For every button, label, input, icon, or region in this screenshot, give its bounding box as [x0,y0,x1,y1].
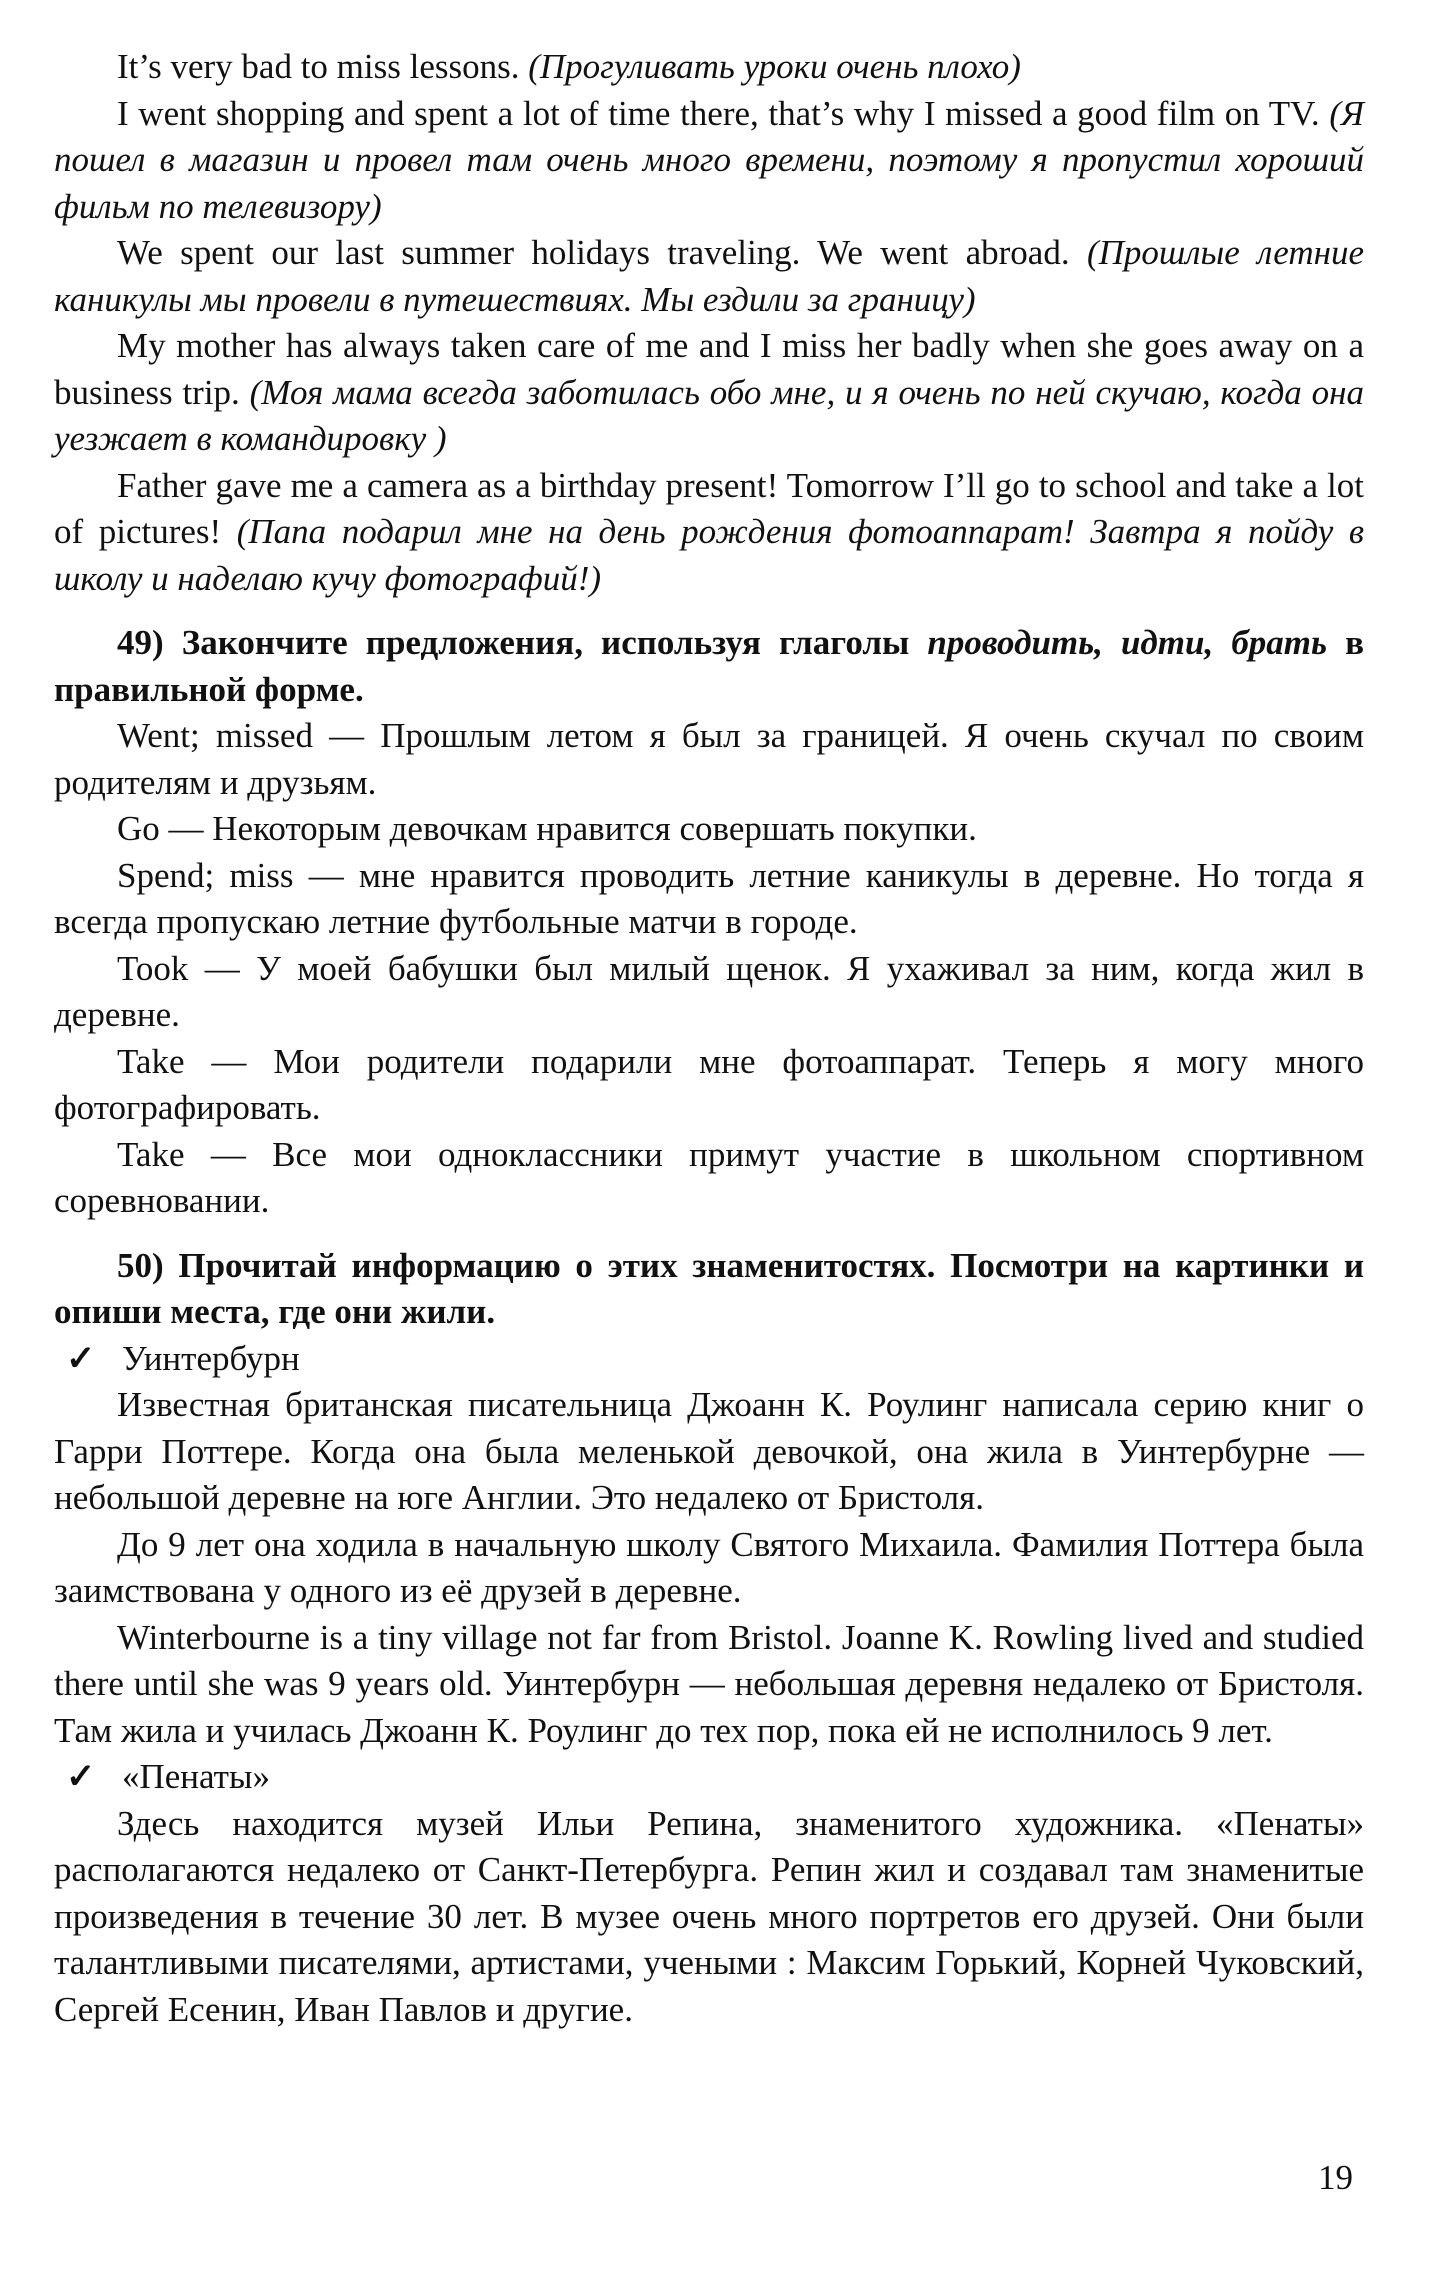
english-text: It’s very bad to miss lessons. [117,47,520,86]
paragraph-miss-lessons [54,44,1364,91]
heading-end: в правильной форме. [54,623,1364,709]
paragraph-camera [54,463,1364,603]
russian-translation: (Папа подарил мне на день рождения фотоаппарат! Завтра я пойду в школу и наделаю кучу фотографий!) [54,512,1365,598]
exercise-49-answer-5: Take — Мои родители подарили мне фотоаппарат. Теперь я могу много фотографировать. [54,1041,1364,1127]
russian-translation: (Моя мама всегда заботилась обо мне, и я очень по ней скучаю, когда она уезжает в командировку ) [54,372,1364,458]
russian-translation: (Я пошел в магазин и провел там очень много времени, поэтому я пропустил хороший фильм по телевизору) [54,93,1365,226]
exercise-50-heading: 50) Прочитай информацию о этих знаменитостях. Посмотри на картинки и опиши места, где они жили. [54,1245,1364,1331]
place-1-paragraph-2: До 9 лет она ходила в начальную школу Святого Михаила. Фамилия Поттера была заимствована у одного из её друзей в деревне. [54,1524,1364,1610]
english-text: My mother has always taken care of me and I miss her badly when she goes away on a business trip. [54,326,1364,412]
heading-start: 49) Закончите предложения, используя глаголы [117,623,928,662]
place-title: «Пенаты» [122,1757,270,1796]
heading-verbs: проводить, идти, брать [927,623,1328,662]
check-mark-icon: ✓ [66,1338,96,1378]
exercise-49-answer-4: Took — У моей бабушки был милый щенок. Я ухаживал за ним, когда жил в деревне. [54,948,1364,1034]
russian-translation: (Прошлые летние каникулы мы провели в путешествиях. Мы ездили за границу) [54,233,1365,319]
place-1-paragraph-3: Winterbourne is a tiny village not far from Bristol. Joanne K. Rowling lived and studied there until she was 9 years old. Уинтербурн — небольшая деревня недалеко от Бристоля. Там жила и училась Джоанн К. Роулинг до тех пор, пока ей не исполнилось 9 лет. [54,1617,1364,1750]
exercise-49-answer-6: Take — Все мои одноклассники примут участие в школьном спортивном соревновании. [54,1134,1364,1220]
english-text: Father gave me a camera as a birthday present! Tomorrow I’ll go to school and take a lot of pictures! [54,465,1364,551]
place-1-paragraph-1: Известная британская писательница Джоанн К. Роулинг написала серию книг о Гарри Поттере. Когда она была меленькой девочкой, она жила в Уинтербурне — небольшой деревне на юге Англии. Это недалеко от Бристоля. [54,1385,1364,1517]
paragraph-mother [54,323,1364,463]
place-2-title [54,1754,1364,1801]
place-1-title [54,1336,1364,1383]
page-number: 19 [1318,2158,1353,2197]
english-text: I went shopping and spent a lot of time there, that’s why I missed a good film on TV. [117,93,1320,133]
exercise-49-answer-1: Went; missed — Прошлым летом я был за границей. Я очень скучал по своим родителям и друзьям. [54,716,1364,802]
place-title: Уинтербурн [122,1338,300,1378]
russian-translation: (Прогуливать уроки очень плохо) [528,47,1021,86]
book-page [54,44,1364,2033]
paragraph-holidays [54,230,1364,323]
check-mark-icon: ✓ [66,1757,96,1796]
paragraph-shopping [54,91,1364,231]
english-text: We spent our last summer holidays traveling. We went abroad. [117,233,1070,272]
exercise-49-heading [54,620,1364,713]
place-2-paragraph-1: Здесь находится музей Ильи Репина, знаменитого художника. «Пенаты» располагаются недалеко от Санкт-Петербурга. Репин жил и создавал там знаменитые произведения в течение 30 лет. В музее очень много портретов его друзей. Они были талантливыми писателями, артистами, учеными : Максим Горький, Корней Чуковский, Сергей Есенин, Иван Павлов и другие. [54,1803,1364,2029]
exercise-49-answer-3: Spend; miss — мне нравится проводить летние каникулы в деревне. Но тогда я всегда пропускаю летние футбольные матчи в городе. [54,855,1364,941]
exercise-49-answer-2: Go — Некоторым девочкам нравится совершать покупки. [117,809,977,848]
